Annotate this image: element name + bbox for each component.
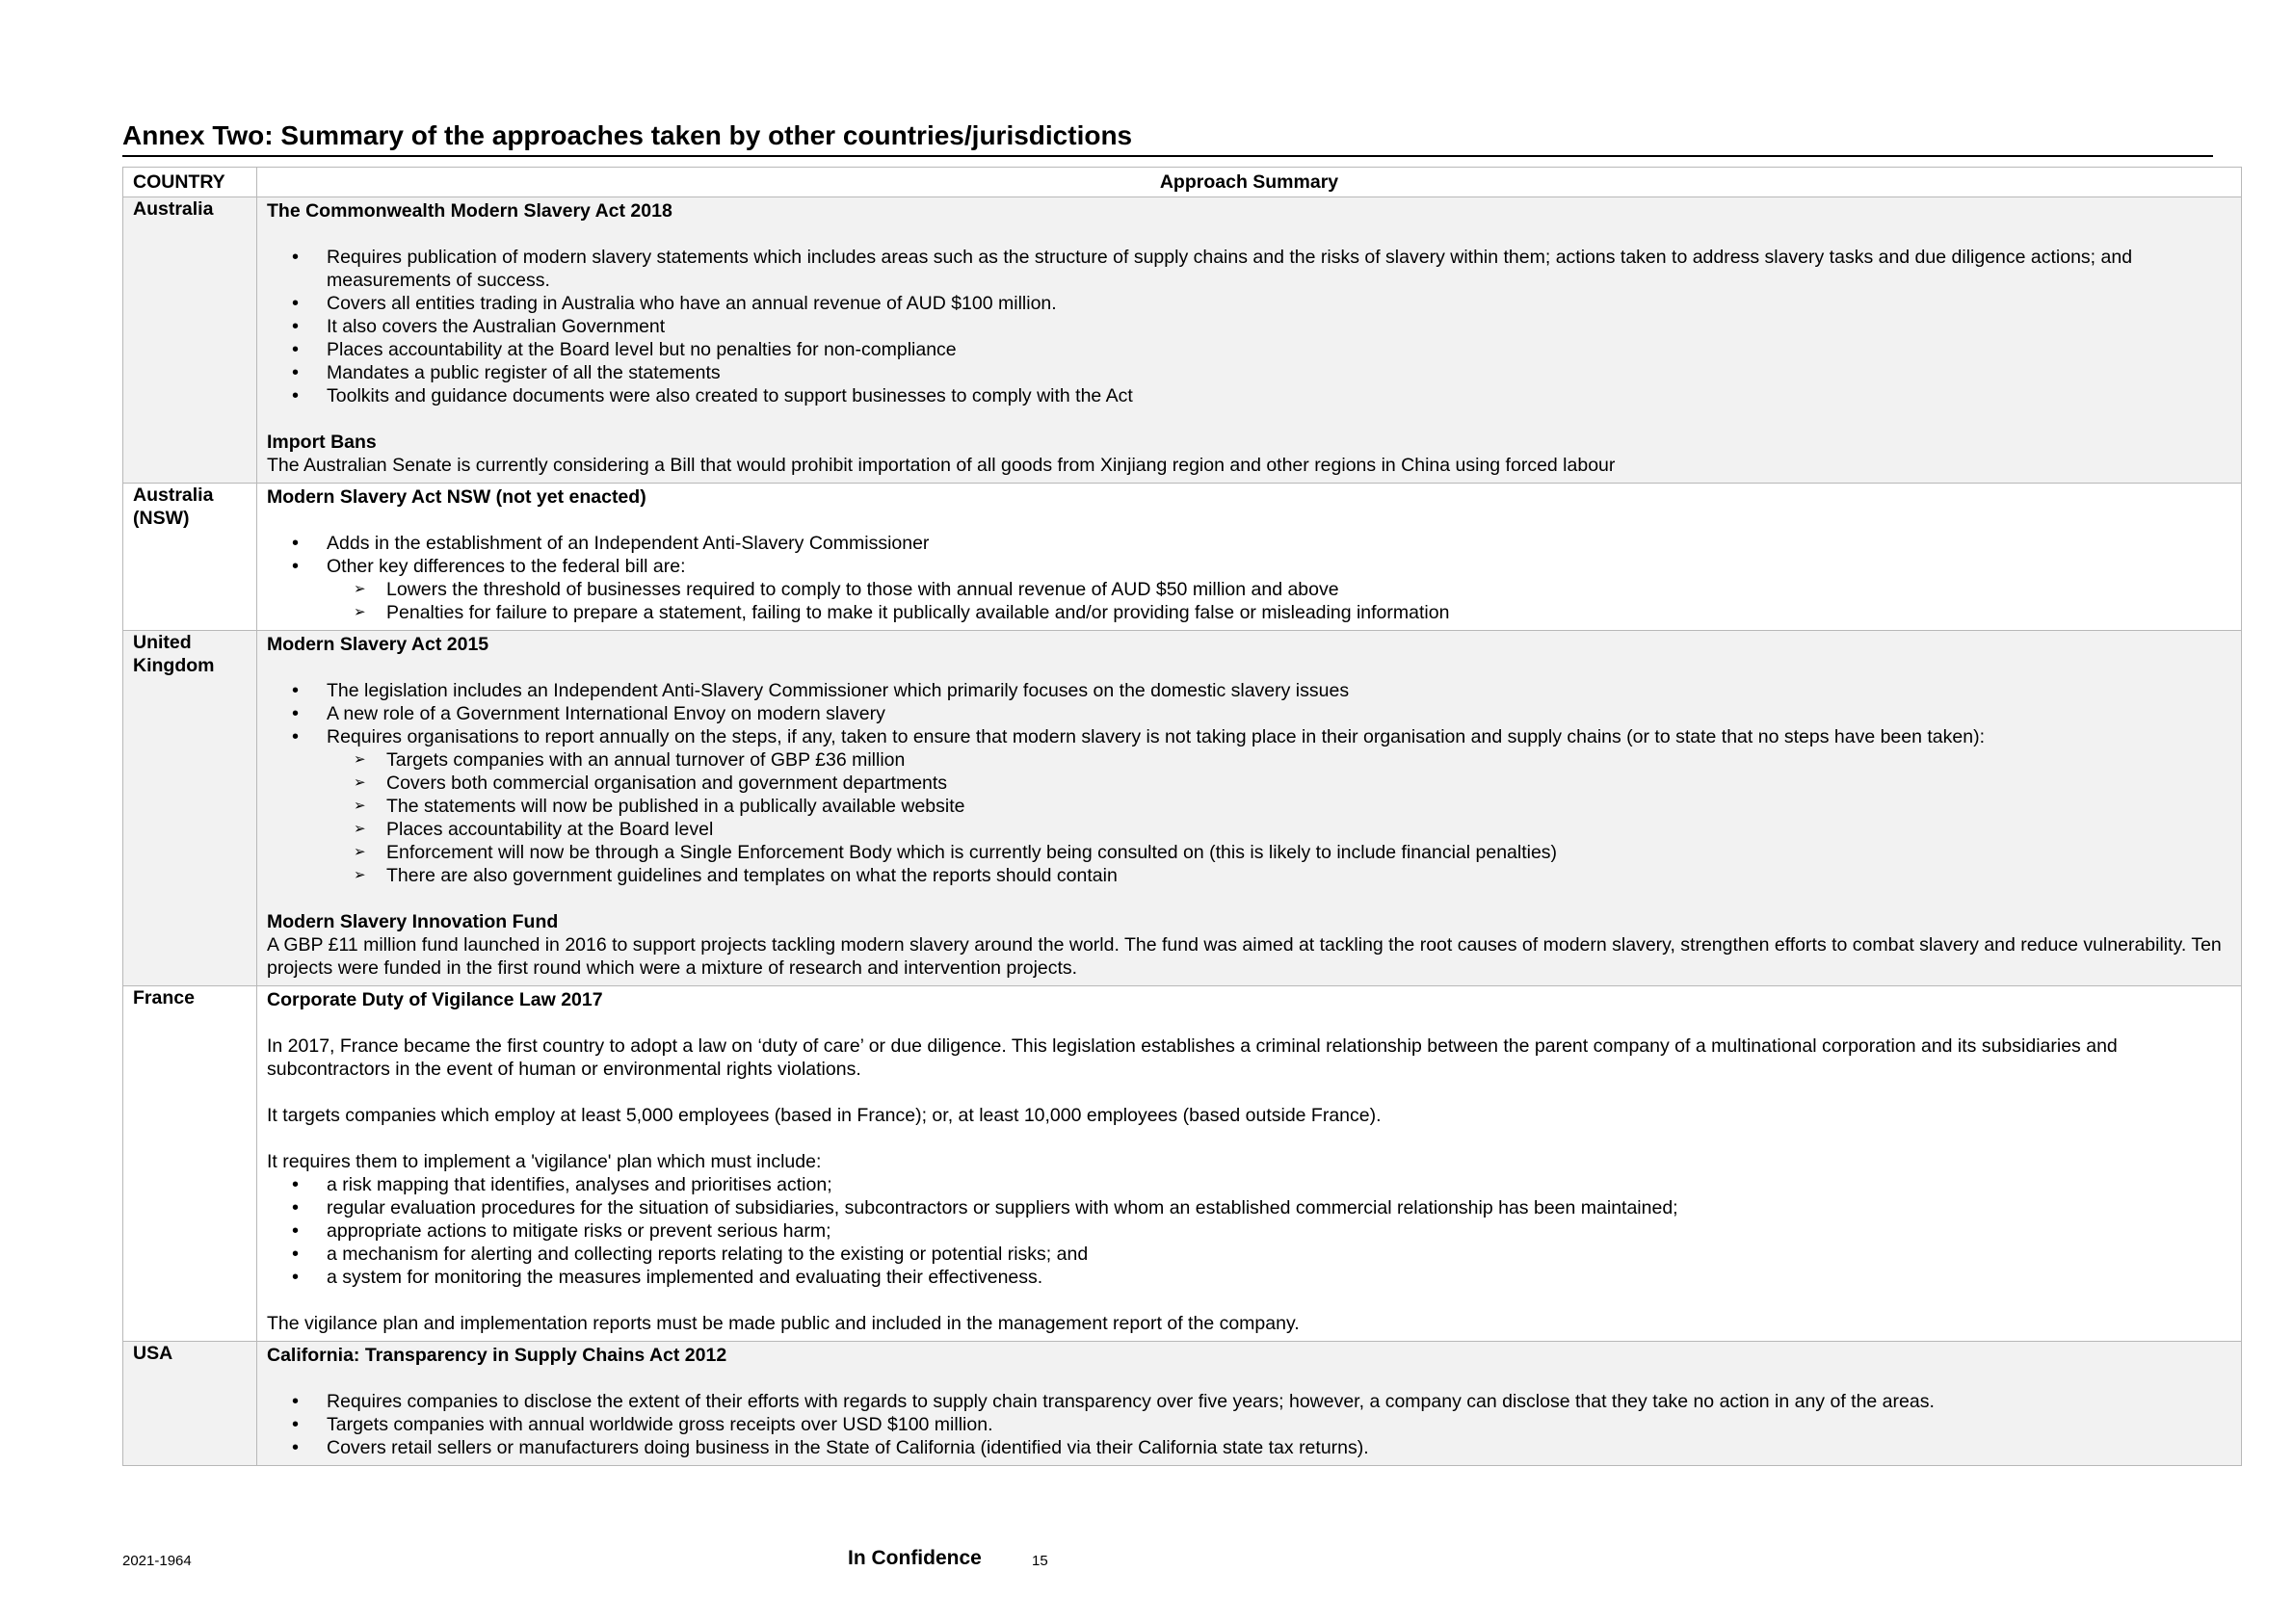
list-item: • regular evaluation procedures for the situation of subsidiaries, subcontractors or suppliers with whom an established commercial relationship has been maintained; (327, 1196, 2231, 1219)
arrow-item: ➢ Enforcement will now be through a Single Enforcement Body which is currently being consulted on (this is likely to include financial penalties) (386, 841, 2231, 864)
document-reference: 2021-1964 (122, 1553, 192, 1569)
list-item: • A new role of a Government International Envoy on modern slavery (327, 702, 2231, 725)
table-row-usa (123, 1342, 2242, 1466)
arrow-item: ➢ Penalties for failure to prepare a statement, failing to make it publically available and/or providing false or misleading information (386, 601, 2231, 624)
arrow-item: ➢ There are also government guidelines and templates on what the reports should contain (386, 864, 2231, 887)
list-item-text: Other key differences to the federal bill are: (327, 556, 686, 577)
approach-cell (257, 484, 2242, 631)
section-subheading: Modern Slavery Innovation Fund (267, 911, 559, 932)
bullet-list (267, 1173, 2231, 1289)
table-row-france (123, 986, 2242, 1342)
page-title: Annex Two: Summary of the approaches taken by other countries/jurisdictions (122, 120, 2213, 157)
arrow-item: ➢ Places accountability at the Board level (386, 818, 2231, 841)
arrow-item: ➢ Targets companies with an annual turnover of GBP £36 million (386, 748, 2231, 772)
country-cell: United Kingdom (123, 631, 257, 986)
arrow-list (327, 578, 2231, 624)
arrow-item: ➢ Covers both commercial organisation and government departments (386, 772, 2231, 795)
list-item: • Places accountability at the Board level but no penalties for non-compliance (327, 338, 2231, 361)
approach-column-header: Approach Summary (257, 168, 2242, 197)
list-item: • a mechanism for alerting and collecting reports relating to the existing or potential risks; and (327, 1243, 2231, 1266)
country-cell: USA (123, 1342, 257, 1466)
classification-label: In Confidence (848, 1547, 982, 1569)
bullet-list (267, 679, 2231, 887)
arrow-item: ➢ Lowers the threshold of businesses required to comply to those with annual revenue of AUD $50 million and above (386, 578, 2231, 601)
act-heading: Modern Slavery Act 2015 (267, 634, 489, 655)
list-item: • Mandates a public register of all the statements (327, 361, 2231, 384)
bullet-list (267, 1390, 2231, 1459)
country-cell: Australia (NSW) (123, 484, 257, 631)
arrow-list (327, 748, 2231, 887)
list-item: • appropriate actions to mitigate risks or prevent serious harm; (327, 1219, 2231, 1243)
paragraph: It targets companies which employ at least 5,000 employees (based in France); or, at least 10,000 employees (based outside France). (267, 1105, 1382, 1126)
act-heading: California: Transparency in Supply Chains Act 2012 (267, 1345, 727, 1366)
bullet-list (267, 246, 2231, 407)
list-item: • Covers all entities trading in Australia who have an annual revenue of AUD $100 million. (327, 292, 2231, 315)
act-heading: The Commonwealth Modern Slavery Act 2018 (267, 200, 672, 222)
table-row-australia-nsw (123, 484, 2242, 631)
list-item: • Requires publication of modern slavery statements which includes areas such as the structure of supply chains and the risks of slavery within them; actions taken to address slavery tasks and due diligence actions; and measurements of success. (327, 246, 2231, 292)
list-item: • Toolkits and guidance documents were also created to support businesses to comply with the Act (327, 384, 2231, 407)
list-item: • a risk mapping that identifies, analyses and prioritises action; (327, 1173, 2231, 1196)
list-item: • It also covers the Australian Government (327, 315, 2231, 338)
list-item (327, 725, 2231, 887)
page-number: 15 (1032, 1553, 1048, 1569)
country-cell: Australia (123, 197, 257, 484)
list-item: • Requires companies to disclose the extent of their efforts with regards to supply chain transparency over five years; however, a company can disclose that they take no action in any of the areas. (327, 1390, 2231, 1413)
act-heading: Modern Slavery Act NSW (not yet enacted) (267, 486, 646, 508)
list-item: • a system for monitoring the measures implemented and evaluating their effectiveness. (327, 1266, 2231, 1289)
arrow-item: ➢ The statements will now be published in a publically available website (386, 795, 2231, 818)
approaches-table (122, 167, 2242, 1466)
table-header-row (123, 168, 2242, 197)
list-item (327, 555, 2231, 624)
approach-cell (257, 197, 2242, 484)
list-item: • Adds in the establishment of an Independent Anti-Slavery Commissioner (327, 532, 2231, 555)
bullet-list (267, 532, 2231, 624)
approach-cell (257, 631, 2242, 986)
paragraph: The vigilance plan and implementation reports must be made public and included in the management report of the company. (267, 1313, 1300, 1334)
paragraph: In 2017, France became the first country to adopt a law on ‘duty of care’ or due diligence. This legislation establishes a criminal relationship between the parent company of a multinational corporation and its subsidiaries and subcontractors in the event of human or environmental rights violations. (267, 1035, 2118, 1080)
country-cell: France (123, 986, 257, 1342)
section-subheading: Import Bans (267, 432, 377, 453)
approach-cell (257, 1342, 2242, 1466)
table-row-united-kingdom (123, 631, 2242, 986)
section-text: A GBP £11 million fund launched in 2016 to support projects tackling modern slavery around the world. The fund was aimed at tackling the root causes of modern slavery, strengthen efforts to combat slavery and reduce vulnerability. Ten projects were funded in the first round which were a mixture of research and intervention projects. (267, 934, 2222, 979)
list-item: • Targets companies with annual worldwide gross receipts over USD $100 million. (327, 1413, 2231, 1436)
country-column-header: COUNTRY (123, 168, 257, 197)
section-text: The Australian Senate is currently considering a Bill that would prohibit importation of all goods from Xinjiang region and other regions in China using forced labour (267, 455, 1616, 476)
list-item-text: Requires organisations to report annually on the steps, if any, taken to ensure that modern slavery is not taking place in their organisation and supply chains (or to state that no steps have been taken): (327, 726, 1985, 747)
list-item: • The legislation includes an Independent Anti-Slavery Commissioner which primarily focuses on the domestic slavery issues (327, 679, 2231, 702)
table-row-australia (123, 197, 2242, 484)
paragraph: It requires them to implement a 'vigilance' plan which must include: (267, 1151, 822, 1172)
act-heading: Corporate Duty of Vigilance Law 2017 (267, 989, 603, 1010)
list-item: • Covers retail sellers or manufacturers doing business in the State of California (identified via their California state tax returns). (327, 1436, 2231, 1459)
approach-cell (257, 986, 2242, 1342)
